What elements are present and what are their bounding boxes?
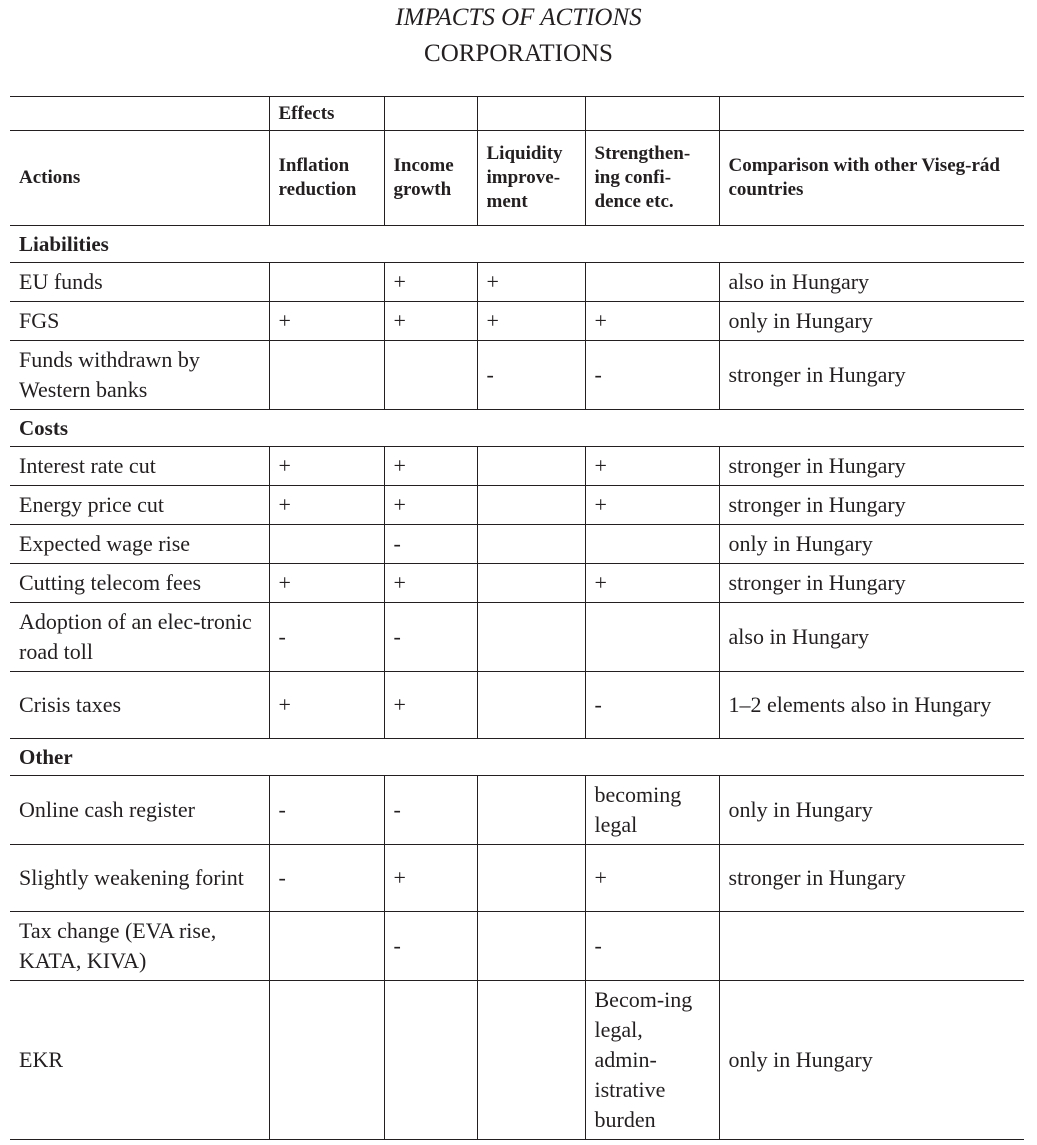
- header-income: Income growth: [384, 131, 477, 226]
- cell-liquidity: [477, 845, 585, 912]
- cell-confidence: [585, 263, 719, 302]
- cell-income: -: [384, 912, 477, 981]
- cell-action: FGS: [10, 302, 269, 341]
- cell-inflation: [269, 341, 384, 410]
- cell-comparison: stronger in Hungary: [719, 845, 1024, 912]
- cell-comparison: [719, 912, 1024, 981]
- table-row: [10, 341, 1024, 410]
- section-label: Liabilities: [10, 226, 1024, 263]
- cell-action: Tax change (EVA rise, KATA, KIVA): [10, 912, 269, 981]
- table-row: [10, 603, 1024, 672]
- section-label: Costs: [10, 410, 1024, 447]
- cell-comparison: also in Hungary: [719, 603, 1024, 672]
- cell-income: +: [384, 564, 477, 603]
- header-cell-empty: [585, 97, 719, 131]
- cell-action: Adoption of an elec-tronic road toll: [10, 603, 269, 672]
- cell-inflation: +: [269, 447, 384, 486]
- cell-comparison: stronger in Hungary: [719, 341, 1024, 410]
- group-header-row: [10, 97, 1024, 131]
- table-title: IMPACTS OF ACTIONS: [395, 4, 642, 31]
- cell-liquidity: -: [477, 341, 585, 410]
- table-row: [10, 447, 1024, 486]
- cell-comparison: also in Hungary: [719, 263, 1024, 302]
- header-cell-empty: [719, 97, 1024, 131]
- table-row: [10, 486, 1024, 525]
- cell-confidence: [585, 525, 719, 564]
- cell-action: Crisis taxes: [10, 672, 269, 739]
- cell-confidence: -: [585, 912, 719, 981]
- cell-liquidity: +: [477, 263, 585, 302]
- cell-liquidity: [477, 776, 585, 845]
- header-cell-empty: [384, 97, 477, 131]
- table-row: [10, 525, 1024, 564]
- cell-action: Slightly weakening forint: [10, 845, 269, 912]
- cell-action: Funds withdrawn by Western banks: [10, 341, 269, 410]
- cell-inflation: +: [269, 672, 384, 739]
- cell-confidence: -: [585, 341, 719, 410]
- cell-liquidity: [477, 564, 585, 603]
- header-effects: Effects: [269, 97, 384, 131]
- cell-comparison: only in Hungary: [719, 776, 1024, 845]
- cell-inflation: [269, 525, 384, 564]
- header-confidence: Strengthen-ing confi-dence etc.: [585, 131, 719, 226]
- section-row: [10, 739, 1024, 776]
- cell-liquidity: [477, 486, 585, 525]
- table-row: [10, 912, 1024, 981]
- header-cell-empty: [10, 97, 269, 131]
- header-liquidity: Liquidity improve-ment: [477, 131, 585, 226]
- cell-confidence: +: [585, 845, 719, 912]
- section-row: [10, 410, 1024, 447]
- table-row: [10, 302, 1024, 341]
- cell-comparison: only in Hungary: [719, 302, 1024, 341]
- cell-inflation: [269, 912, 384, 981]
- cell-income: [384, 341, 477, 410]
- cell-income: +: [384, 447, 477, 486]
- cell-income: +: [384, 302, 477, 341]
- cell-inflation: -: [269, 845, 384, 912]
- section-row: [10, 226, 1024, 263]
- table-subtitle: CORPORATIONS: [424, 40, 613, 67]
- cell-liquidity: [477, 672, 585, 739]
- cell-confidence: +: [585, 486, 719, 525]
- cell-comparison: stronger in Hungary: [719, 447, 1024, 486]
- cell-liquidity: +: [477, 302, 585, 341]
- table-row: [10, 564, 1024, 603]
- cell-liquidity: [477, 603, 585, 672]
- cell-confidence: [585, 603, 719, 672]
- cell-comparison: 1–2 elements also in Hungary: [719, 672, 1024, 739]
- header-actions: Actions: [10, 131, 269, 226]
- column-header-row: [10, 131, 1024, 226]
- cell-inflation: [269, 981, 384, 1140]
- impacts-table: [10, 96, 1024, 1140]
- cell-liquidity: [477, 981, 585, 1140]
- cell-confidence: +: [585, 447, 719, 486]
- cell-action: Energy price cut: [10, 486, 269, 525]
- cell-confidence: becoming legal: [585, 776, 719, 845]
- cell-liquidity: [477, 447, 585, 486]
- cell-action: Expected wage rise: [10, 525, 269, 564]
- table-row: [10, 672, 1024, 739]
- table-row: [10, 845, 1024, 912]
- cell-liquidity: [477, 525, 585, 564]
- cell-income: -: [384, 603, 477, 672]
- cell-confidence: Becom-ing legal, admin-istrative burden: [585, 981, 719, 1140]
- cell-income: [384, 981, 477, 1140]
- cell-action: Cutting telecom fees: [10, 564, 269, 603]
- cell-income: +: [384, 263, 477, 302]
- cell-income: -: [384, 525, 477, 564]
- cell-action: Online cash register: [10, 776, 269, 845]
- table-row: [10, 981, 1024, 1140]
- header-comparison: Comparison with other Viseg-rád countries: [719, 131, 1024, 226]
- cell-comparison: stronger in Hungary: [719, 486, 1024, 525]
- table-row: [10, 776, 1024, 845]
- cell-comparison: only in Hungary: [719, 981, 1024, 1140]
- table-row: [10, 263, 1024, 302]
- cell-action: EU funds: [10, 263, 269, 302]
- cell-comparison: only in Hungary: [719, 525, 1024, 564]
- cell-income: +: [384, 845, 477, 912]
- cell-action: EKR: [10, 981, 269, 1140]
- header-cell-empty: [477, 97, 585, 131]
- cell-comparison: stronger in Hungary: [719, 564, 1024, 603]
- cell-inflation: +: [269, 302, 384, 341]
- cell-income: +: [384, 486, 477, 525]
- cell-income: -: [384, 776, 477, 845]
- cell-inflation: [269, 263, 384, 302]
- cell-income: +: [384, 672, 477, 739]
- header-inflation: Inflation reduction: [269, 131, 384, 226]
- cell-confidence: -: [585, 672, 719, 739]
- cell-action: Interest rate cut: [10, 447, 269, 486]
- cell-inflation: -: [269, 603, 384, 672]
- cell-confidence: +: [585, 302, 719, 341]
- cell-inflation: +: [269, 564, 384, 603]
- cell-liquidity: [477, 912, 585, 981]
- section-label: Other: [10, 739, 1024, 776]
- cell-confidence: +: [585, 564, 719, 603]
- cell-inflation: +: [269, 486, 384, 525]
- cell-inflation: -: [269, 776, 384, 845]
